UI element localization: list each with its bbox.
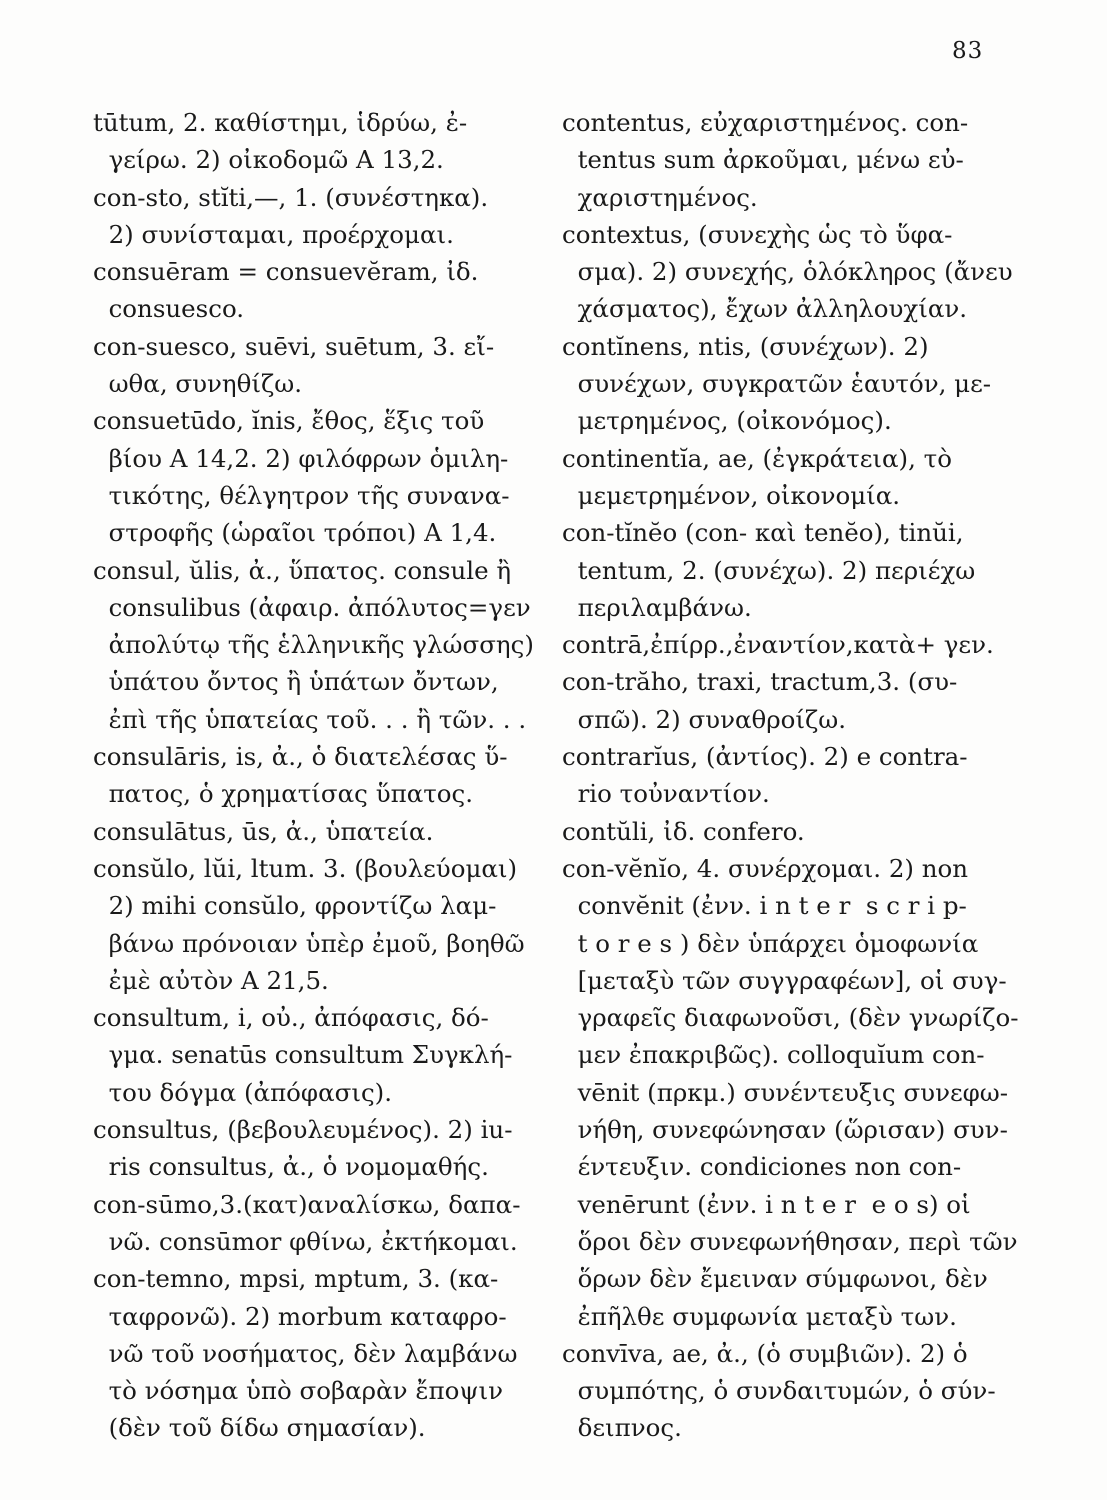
text-line: contrā,ἐπίρρ.,ἐναντίον,κατὰ+ γεν. xyxy=(562,630,994,660)
text-line: ωθα, συνηθίζω. xyxy=(93,369,303,399)
text-line: continentĭa, ae, (ἐγκράτεια), τὸ xyxy=(562,443,952,473)
text-line: μετρημένος, (οἰκονόμος). xyxy=(562,406,892,436)
text-line: convĕnit (ἐνν. i n t e r s c r i p- xyxy=(562,891,967,921)
text-line: con-trăho, traxi, tractum,3. (συ- xyxy=(562,667,958,697)
text-line: γείρω. 2) οἰκοδομῶ Α 13,2. xyxy=(93,145,444,175)
text-line: σπῶ). 2) συναθροίζω. xyxy=(562,704,847,734)
text-line: βίου Α 14,2. 2) φιλόφρων ὁμιλη- xyxy=(93,443,509,473)
text-line: consultus, (βεβουλευμένος). 2) iu- xyxy=(93,1115,513,1145)
left-column xyxy=(93,104,543,1447)
text-line: t o r e s ) δὲν ὑπάρχει ὁμοφωνία xyxy=(562,928,979,958)
text-line: contrarĭus, (ἀντίος). 2) e contra- xyxy=(562,742,968,772)
text-line: tentum, 2. (συνέχω). 2) περιέχω xyxy=(562,555,976,585)
text-line: μεν ἐπακριβῶς). colloquĭum con- xyxy=(562,1040,985,1070)
text-line: συνέχων, συγκρατῶν ἑαυτόν, με- xyxy=(562,369,992,399)
text-line: ἐπῆλθε συμφωνία μεταξὺ των. xyxy=(562,1301,957,1331)
text-line: ταφρονῶ). 2) morbum καταφρο- xyxy=(93,1301,507,1331)
text-line: νῶ τοῦ νοσήματος, δὲν λαμβάνω xyxy=(93,1338,518,1368)
text-line: ἐμὲ αὐτὸν Α 21,5. xyxy=(93,965,329,995)
text-line: του δόγμα (ἀπόφασις). xyxy=(93,1077,393,1107)
text-line: con-vĕnĭo, 4. συνέρχομαι. 2) non xyxy=(562,853,969,883)
text-line: rio τοὐναντίον. xyxy=(562,779,770,809)
text-line: convīva, ae, ἀ., (ὁ συμβιῶν). 2) ὁ xyxy=(562,1338,968,1368)
text-line: [μεταξὺ τῶν συγγραφέων], οἱ συγ- xyxy=(562,965,1007,995)
text-line: τικότης, θέλγητρον τῆς συνανα- xyxy=(93,480,510,510)
text-line: contentus, εὐχαριστημένος. con- xyxy=(562,108,969,137)
text-line: con-temno, mpsi, mptum, 3. (κα- xyxy=(93,1264,499,1294)
text-line: consuetūdo, ĭnis, ἔθος, ἕξις τοῦ xyxy=(93,406,485,436)
text-line: συμπότης, ὁ συνδαιτυμών, ὁ σύν- xyxy=(562,1376,996,1406)
text-line: νῶ. consūmor φθίνω, ἐκτήκομαι. xyxy=(93,1226,518,1256)
text-line: con-sto, stĭti,—, 1. (συνέστηκα). xyxy=(93,182,489,212)
text-line: γραφεῖς διαφωνοῦσι, (δὲν γνωρίζο- xyxy=(562,1003,1019,1033)
text-line: πατος, ὁ χρηματίσας ὕπατος. xyxy=(93,779,474,809)
text-line: τὸ νόσημα ὑπὸ σοβαρὰν ἔποψιν xyxy=(93,1376,504,1406)
page-number: 83 xyxy=(952,38,984,64)
text-line: στροφῆς (ὡραῖοι τρόποι) Α 1,4. xyxy=(93,518,497,548)
text-line: tūtum, 2. καθίστημι, ἱδρύω, ἐ- xyxy=(93,108,468,137)
text-line: consultum, i, οὐ., ἀπόφασις, δό- xyxy=(93,1003,489,1033)
text-line: ἀπολύτῳ τῆς ἑλληνικῆς γλώσσης) xyxy=(93,630,534,660)
text-line: consulātus, ūs, ἀ., ὑπατεία. xyxy=(93,816,434,846)
text-line: consulibus (ἀφαιρ. ἀπόλυτος=γεν xyxy=(93,592,531,622)
text-line: tentus sum ἀρκοῦμαι, μένω εὐ- xyxy=(562,145,964,175)
text-line: ὅροι δὲν συνεφωνήθησαν, περὶ τῶν xyxy=(562,1226,1018,1256)
text-line: βάνω πρόνοιαν ὑπὲρ ἐμοῦ, βοηθῶ xyxy=(93,928,525,958)
text-line: μεμετρημένον, οἰκονομία. xyxy=(562,480,901,510)
text-line: δειπνος. xyxy=(562,1413,682,1443)
text-line: con-tĭnĕo (con- καὶ tenĕo), tinŭi, xyxy=(562,518,964,548)
text-line: contĭnens, ntis, (συνέχων). 2) xyxy=(562,331,929,361)
text-line: περιλαμβάνω. xyxy=(562,592,752,622)
text-line: ris consultus, ἀ., ὁ νομομαθής. xyxy=(93,1152,489,1182)
text-line: consŭlo, lŭi, ltum. 3. (βουλεύομαι) xyxy=(93,853,518,883)
text-line: γμα. senatūs consultum Συγκλή- xyxy=(93,1040,513,1070)
text-line: consul, ŭlis, ἀ., ὕπατος. consule ἢ xyxy=(93,555,512,585)
text-line: contextus, (συνεχὴς ὡς τὸ ὕφα- xyxy=(562,219,953,249)
text-line: venērunt (ἐνν. i n t e r e o s) οἱ xyxy=(562,1189,971,1219)
text-line: έντευξιν. condiciones non con- xyxy=(562,1152,962,1182)
text-line: (δὲν τοῦ δίδω σημασίαν). xyxy=(93,1413,426,1443)
text-line: con-sūmo,3.(κατ)αναλίσκω, δαπα- xyxy=(93,1189,521,1219)
text-line: 2) συνίσταμαι, προέρχομαι. xyxy=(93,219,454,249)
text-line: vēnit (πρκμ.) συνέντευξις συνεφω- xyxy=(562,1077,1009,1107)
text-line: νήθη, συνεφώνησαν (ὥρισαν) συν- xyxy=(562,1115,1008,1145)
text-line: consuesco. xyxy=(93,294,245,324)
text-line: consuēram = consuevĕram, ἰδ. xyxy=(93,257,479,287)
text-line: χαριστημένος. xyxy=(562,182,758,212)
text-line: contŭli, ἰδ. confero. xyxy=(562,816,805,846)
text-line: consulāris, is, ἀ., ὁ διατελέσας ὕ- xyxy=(93,742,508,772)
text-line: ὑπάτου ὄντος ἢ ὑπάτων ὄντων, xyxy=(93,667,499,697)
right-column xyxy=(562,104,1032,1447)
text-line: χάσματος), ἔχων ἀλληλουχίαν. xyxy=(562,294,968,324)
text-line: con-suesco, suēvi, suētum, 3. εἴ- xyxy=(93,331,495,361)
text-line: σμα). 2) συνεχής, ὁλόκληρος (ἄνευ xyxy=(562,257,1013,287)
text-line: ὅρων δὲν ἔμειναν σύμφωνοι, δὲν xyxy=(562,1264,988,1294)
text-line: ἐπὶ τῆς ὑπατείας τοῦ. . . ἢ τῶν. . . xyxy=(93,704,527,734)
text-line: 2) mihi consŭlo, φροντίζω λαμ- xyxy=(93,891,497,921)
